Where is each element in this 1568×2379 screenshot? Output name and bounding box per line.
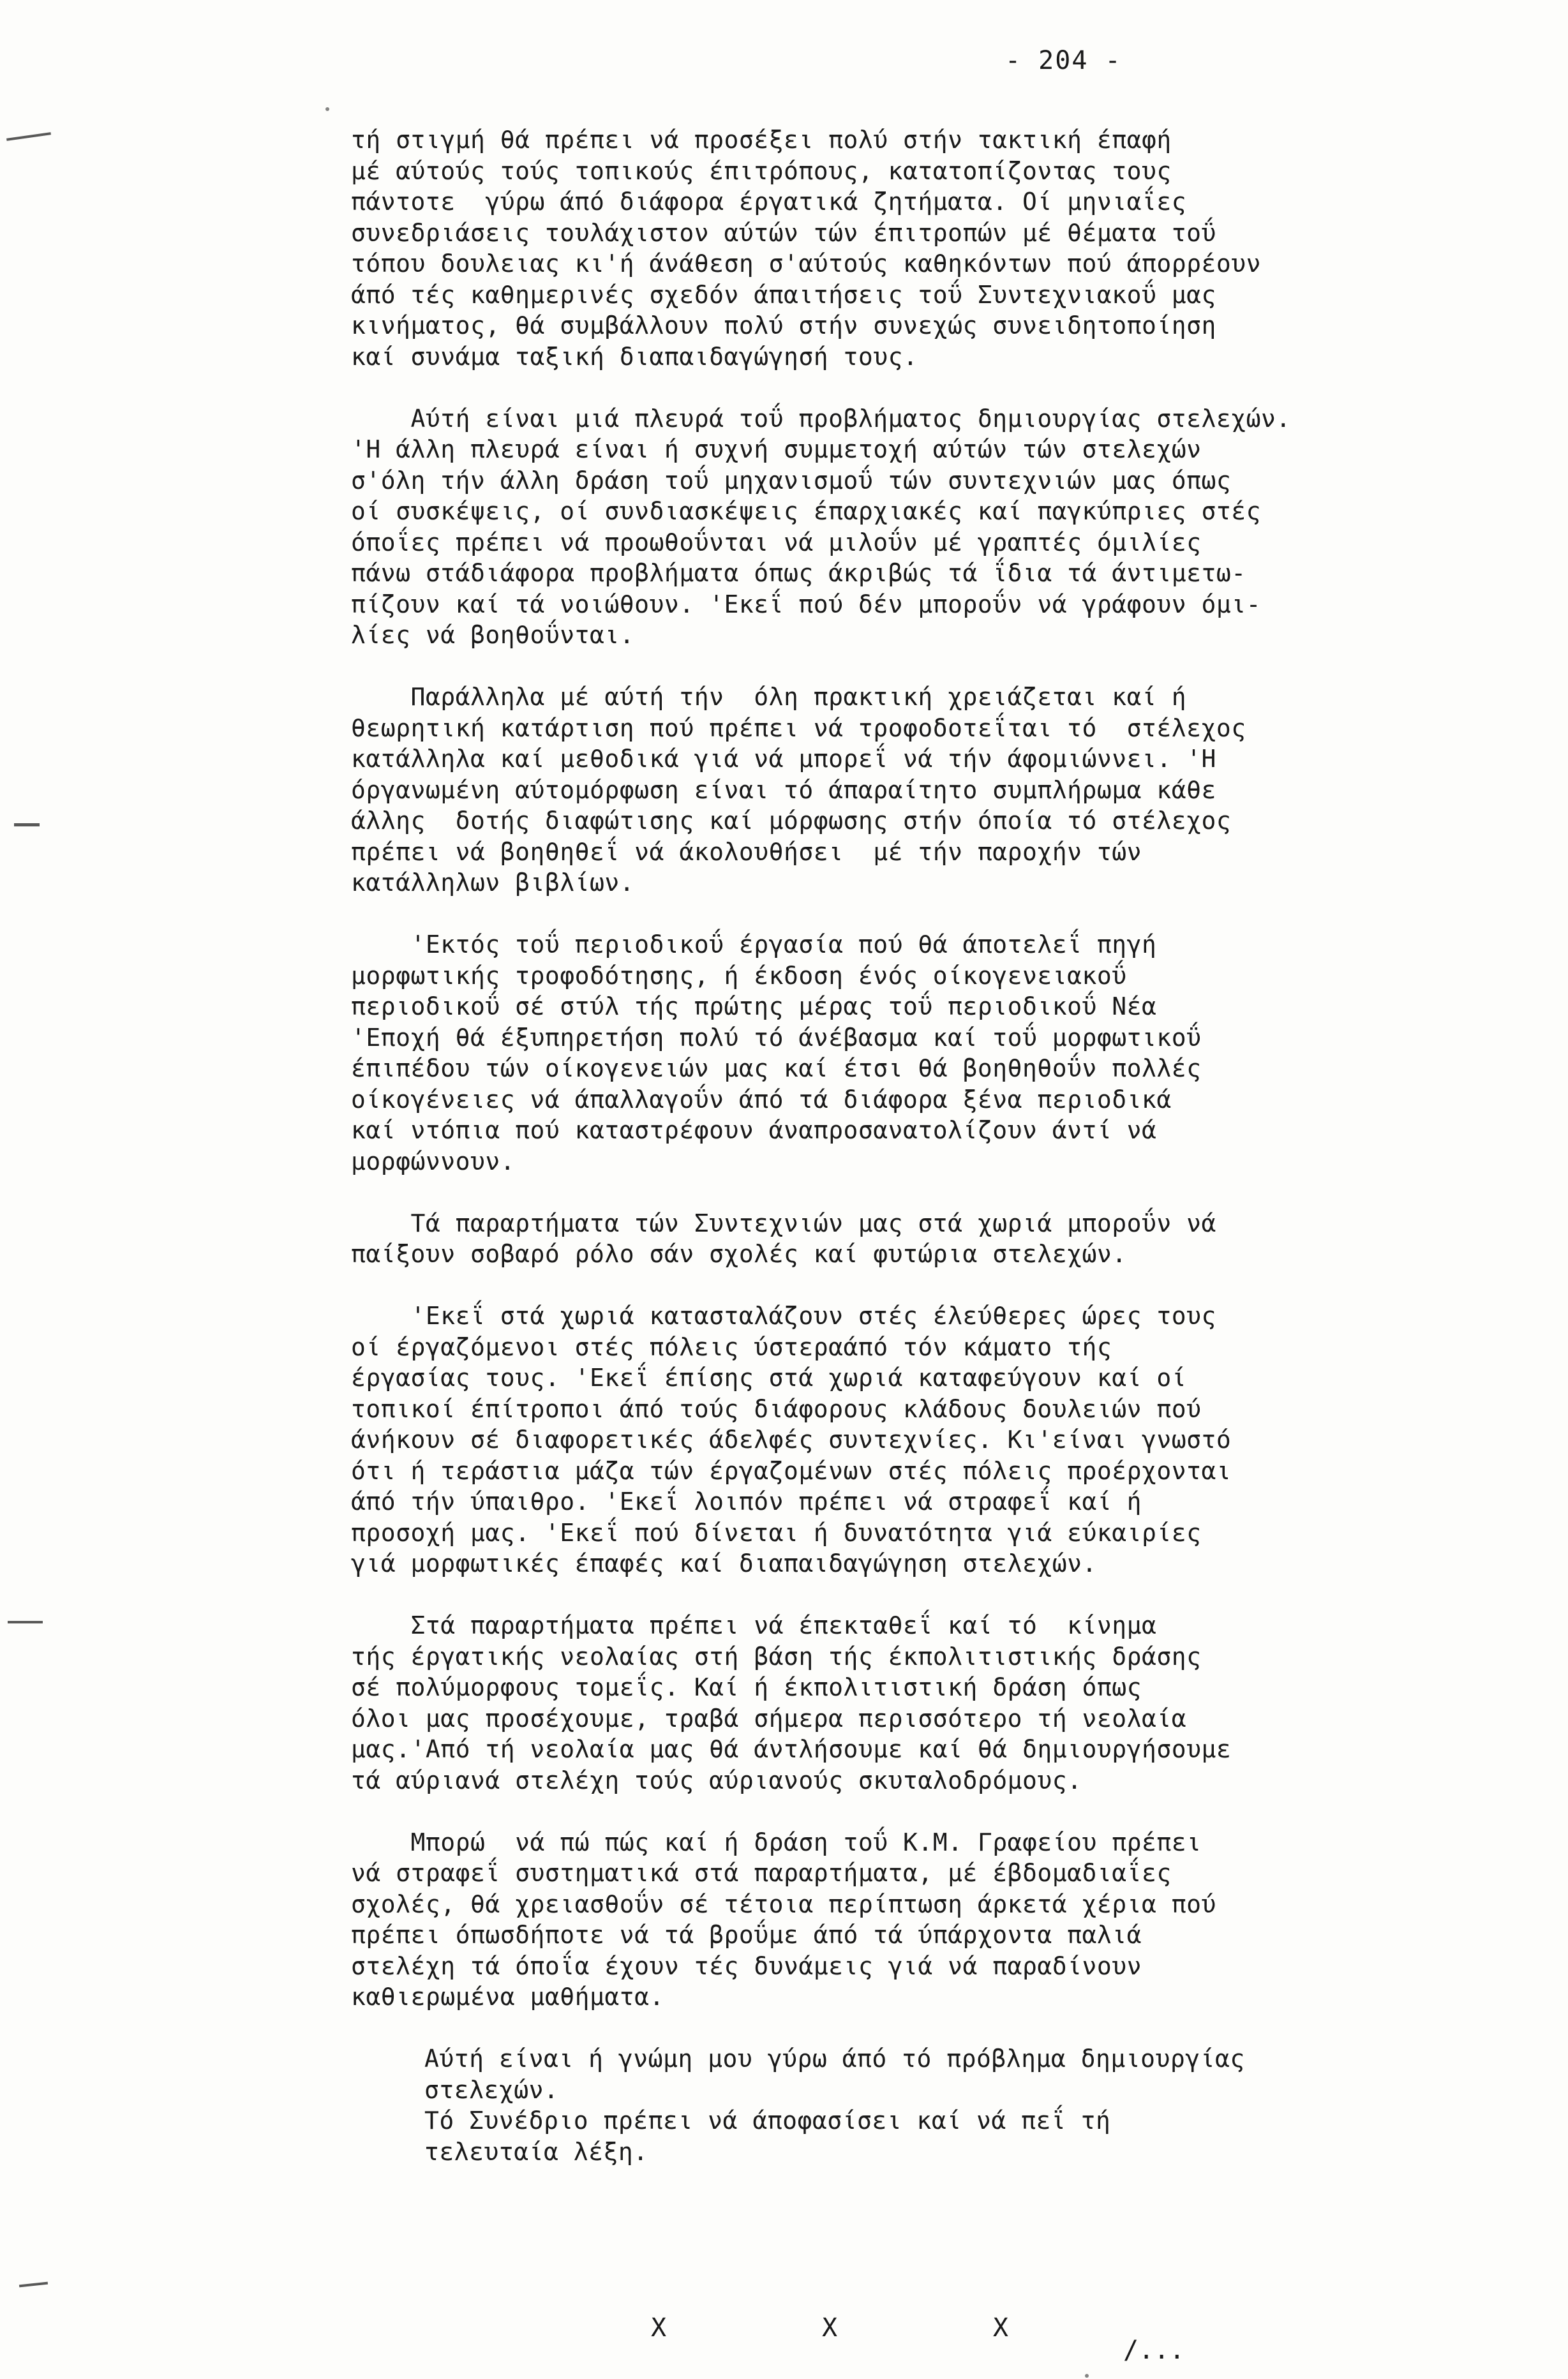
text-line: γιά μορφωτικές έπαφές καί διαπαιδαγώγηση στελεχών.: [351, 1549, 1097, 1577]
separator-mark: X: [821, 2313, 838, 2343]
scan-artifact: [6, 132, 51, 141]
paragraph: [351, 929, 1551, 1177]
text-line: άλλης δοτής διαφώτισης καί μόρφωσης στήν όποία τό στέλεχος: [351, 807, 1232, 835]
text-line: Τά παραρτήματα τών Συντεχνιών μας στά χωριά μποροΰν νά: [351, 1209, 1216, 1237]
text-line: έπιπέδου τών οίκογενειών μας καί έτσι θά βοηθηθοΰν πολλές: [351, 1054, 1202, 1082]
scan-artifact: [14, 823, 40, 826]
document-body: [351, 124, 1551, 2167]
text-line: πίζουν καί τά νοιώθουν. 'Εκεΐ πού δέν μποροΰν νά γράφουν όμι-: [351, 590, 1262, 618]
page-number: - 204 -: [1005, 46, 1122, 75]
text-line: τής έργατικής νεολαίας στή βάση τής έκπολιτιστικής δράσης: [351, 1642, 1202, 1671]
text-line: οί έργαζόμενοι στές πόλεις ύστεραάπό τόν κάματο τής: [351, 1332, 1112, 1361]
text-line: μορφωτικής τροφοδότησης, ή έκδοση ένός οίκογενειακοΰ: [351, 961, 1127, 990]
text-line: άνήκουν σέ διαφορετικές άδελφές συντεχνίες. Κι'είναι γνωστό: [351, 1426, 1232, 1454]
section-separator: [651, 2313, 1008, 2343]
text-line: 'Η άλλη πλευρά είναι ή συχνή συμμετοχή αύτών τών στελεχών: [351, 435, 1202, 463]
scan-artifact: [325, 107, 329, 111]
text-line: κινήματος, θά συμβάλλουν πολύ στήν συνεχώς συνειδητοποίηση: [351, 311, 1216, 339]
text-line: Μπορώ νά πώ πώς καί ή δράση τοΰ Κ.Μ. Γραφείου πρέπει: [351, 1828, 1202, 1856]
text-line: νά στραφεΐ συστηματικά στά παραρτήματα, μέ έβδομαδιαΐες: [351, 1859, 1172, 1887]
text-line: 'Εκεΐ στά χωριά κατασταλάζουν στές έλεύθερες ώρες τους: [351, 1302, 1216, 1330]
paragraph: [351, 1827, 1551, 2013]
text-line: πρέπει όπωσδήποτε νά τά βροΰμε άπό τά ύπάρχοντα παλιά: [351, 1921, 1142, 1949]
separator-mark: X: [651, 2313, 667, 2343]
text-line: Παράλληλα μέ αύτή τήν όλη πρακτική χρειάζεται καί ή: [351, 683, 1187, 711]
scan-artifact: [1085, 2374, 1089, 2378]
paragraph: [351, 1610, 1551, 1796]
text-line: άπό τήν ύπαιθρο. 'Εκεΐ λοιπόν πρέπει νά στραφεΐ καί ή: [351, 1488, 1142, 1516]
text-line: στελέχη τά όποΐα έχουν τές δυνάμεις γιά νά παραδίνουν: [351, 1951, 1142, 1980]
text-line: κατάλληλα καί μεθοδικά γιά νά μπορεΐ νά τήν άφομιώννει. 'Η: [351, 745, 1216, 773]
text-line: όποΐες πρέπει νά προωθοΰνται νά μιλοΰν μέ γραπτές όμιλίες: [351, 528, 1202, 556]
continued-mark: /...: [1123, 2336, 1185, 2365]
paragraph: [351, 682, 1551, 899]
text-line: ότι ή τεράστια μάζα τών έργαζομένων στές πόλεις προέρχονται: [351, 1456, 1232, 1485]
text-line: καί ντόπια πού καταστρέφουν άναπροσανατολίζουν άντί νά: [351, 1116, 1157, 1144]
text-line: μέ αύτούς τούς τοπικούς έπιτρόπους, κατατοπίζοντας τους: [351, 156, 1172, 185]
text-line: τοπικοί έπίτροποι άπό τούς διάφορους κλάδους δουλειών πού: [351, 1394, 1202, 1423]
scan-artifact: [19, 2282, 48, 2288]
text-line: τελευταία λέξη.: [424, 2137, 648, 2166]
text-line: 'Εποχή θά έξυπηρετήση πολύ τό άνέβασμα καί τοΰ μορφωτικοΰ: [351, 1023, 1202, 1052]
text-line: πρέπει νά βοηθηθεΐ νά άκολουθήσει μέ τήν παροχήν τών: [351, 837, 1142, 866]
text-line: 'Εκτός τοΰ περιοδικοΰ έργασία πού θά άποτελεΐ πηγή: [351, 930, 1157, 958]
text-line: τά αύριανά στελέχη τούς αύριανούς σκυταλοδρόμους.: [351, 1766, 1082, 1794]
text-line: άπό τές καθημερινές σχεδόν άπαιτήσεις τοΰ Συντεχνιακοΰ μας: [351, 280, 1216, 309]
text-line: μας.'Από τή νεολαία μας θά άντλήσουμε καί θά δημιουργήσουμε: [351, 1735, 1232, 1763]
text-line: Αύτή είναι ή γνώμη μου γύρω άπό τό πρόβλημα δημιουργίας: [424, 2045, 1245, 2073]
text-line: Τό Συνέδριο πρέπει νά άποφασίσει καί νά πεΐ τή: [424, 2107, 1111, 2135]
text-line: σ'όλη τήν άλλη δράση τοΰ μηχανισμοΰ τών συντεχνιών μας όπως: [351, 466, 1232, 495]
paragraph: [351, 403, 1551, 651]
paragraph: [351, 1208, 1551, 1270]
text-line: τή στιγμή θά πρέπει νά προσέξει πολύ στήν τακτική έπαφή: [351, 126, 1172, 154]
text-line: οί συσκέψεις, οί συνδιασκέψεις έπαρχιακές καί παγκύπριες στές: [351, 497, 1262, 525]
text-line: πάντοτε γύρω άπό διάφορα έργατικά ζητήματα. Οί μηνιαΐες: [351, 188, 1187, 216]
text-line: όργανωμένη αύτομόρφωση είναι τό άπαραίτητο συμπλήρωμα κάθε: [351, 775, 1216, 804]
text-line: προσοχή μας. 'Εκεΐ πού δίνεται ή δυνατότητα γιά εύκαιρίες: [351, 1518, 1202, 1547]
text-line: παίξουν σοβαρό ρόλο σάν σχολές καί φυτώρια στελεχών.: [351, 1240, 1127, 1268]
text-line: σχολές, θά χρειασθοΰν σέ τέτοια περίπτωση άρκετά χέρια πού: [351, 1890, 1216, 1918]
text-line: όλοι μας προσέχουμε, τραβά σήμερα περισσότερο τή νεολαία: [351, 1704, 1187, 1733]
text-line: έργασίας τους. 'Εκεΐ έπίσης στά χωριά καταφεύγουν καί οί: [351, 1364, 1187, 1392]
separator-mark: X: [992, 2313, 1008, 2343]
text-line: πάνω στάδιάφορα προβλήματα όπως άκριβώς τά ΐδια τά άντιμετω-: [351, 559, 1246, 587]
text-line: περιοδικοΰ σέ στύλ τής πρώτης μέρας τοΰ περιοδικοΰ Νέα: [351, 992, 1157, 1020]
text-line: καί συνάμα ταξική διαπαιδαγώγησή τους.: [351, 342, 918, 371]
text-line: καθιερωμένα μαθήματα.: [351, 1983, 664, 2011]
text-line: στελεχών.: [424, 2075, 559, 2104]
text-line: Αύτή είναι μιά πλευρά τοΰ προβλήματος δημιουργίας στελεχών.: [351, 404, 1291, 433]
closing-paragraph: [351, 2043, 1551, 2167]
text-line: κατάλληλων βιβλίων.: [351, 869, 635, 897]
text-line: Στά παραρτήματα πρέπει νά έπεκταθεΐ καί τό κίνημα: [351, 1611, 1157, 1639]
text-line: οίκογένειες νά άπαλλαγοΰν άπό τά διάφορα ξένα περιοδικά: [351, 1085, 1172, 1114]
paragraph: [351, 1301, 1551, 1579]
text-line: λίες νά βοηθοΰνται.: [351, 621, 635, 649]
text-line: συνεδριάσεις τουλάχιστον αύτών τών έπιτροπών μέ θέματα τοΰ: [351, 218, 1216, 247]
text-line: σέ πολύμορφους τομεΐς. Καί ή έκπολιτιστική δράση όπως: [351, 1673, 1142, 1701]
scan-artifact: [8, 1621, 43, 1623]
paragraph: [351, 124, 1551, 372]
text-line: μορφώννουν.: [351, 1147, 516, 1175]
text-line: θεωρητική κατάρτιση πού πρέπει νά τροφοδοτεΐται τό στέλεχος: [351, 713, 1246, 742]
text-line: τόπου δουλειας κι'ή άνάθεση σ'αύτούς καθηκόντων πού άπορρέουν: [351, 250, 1262, 278]
